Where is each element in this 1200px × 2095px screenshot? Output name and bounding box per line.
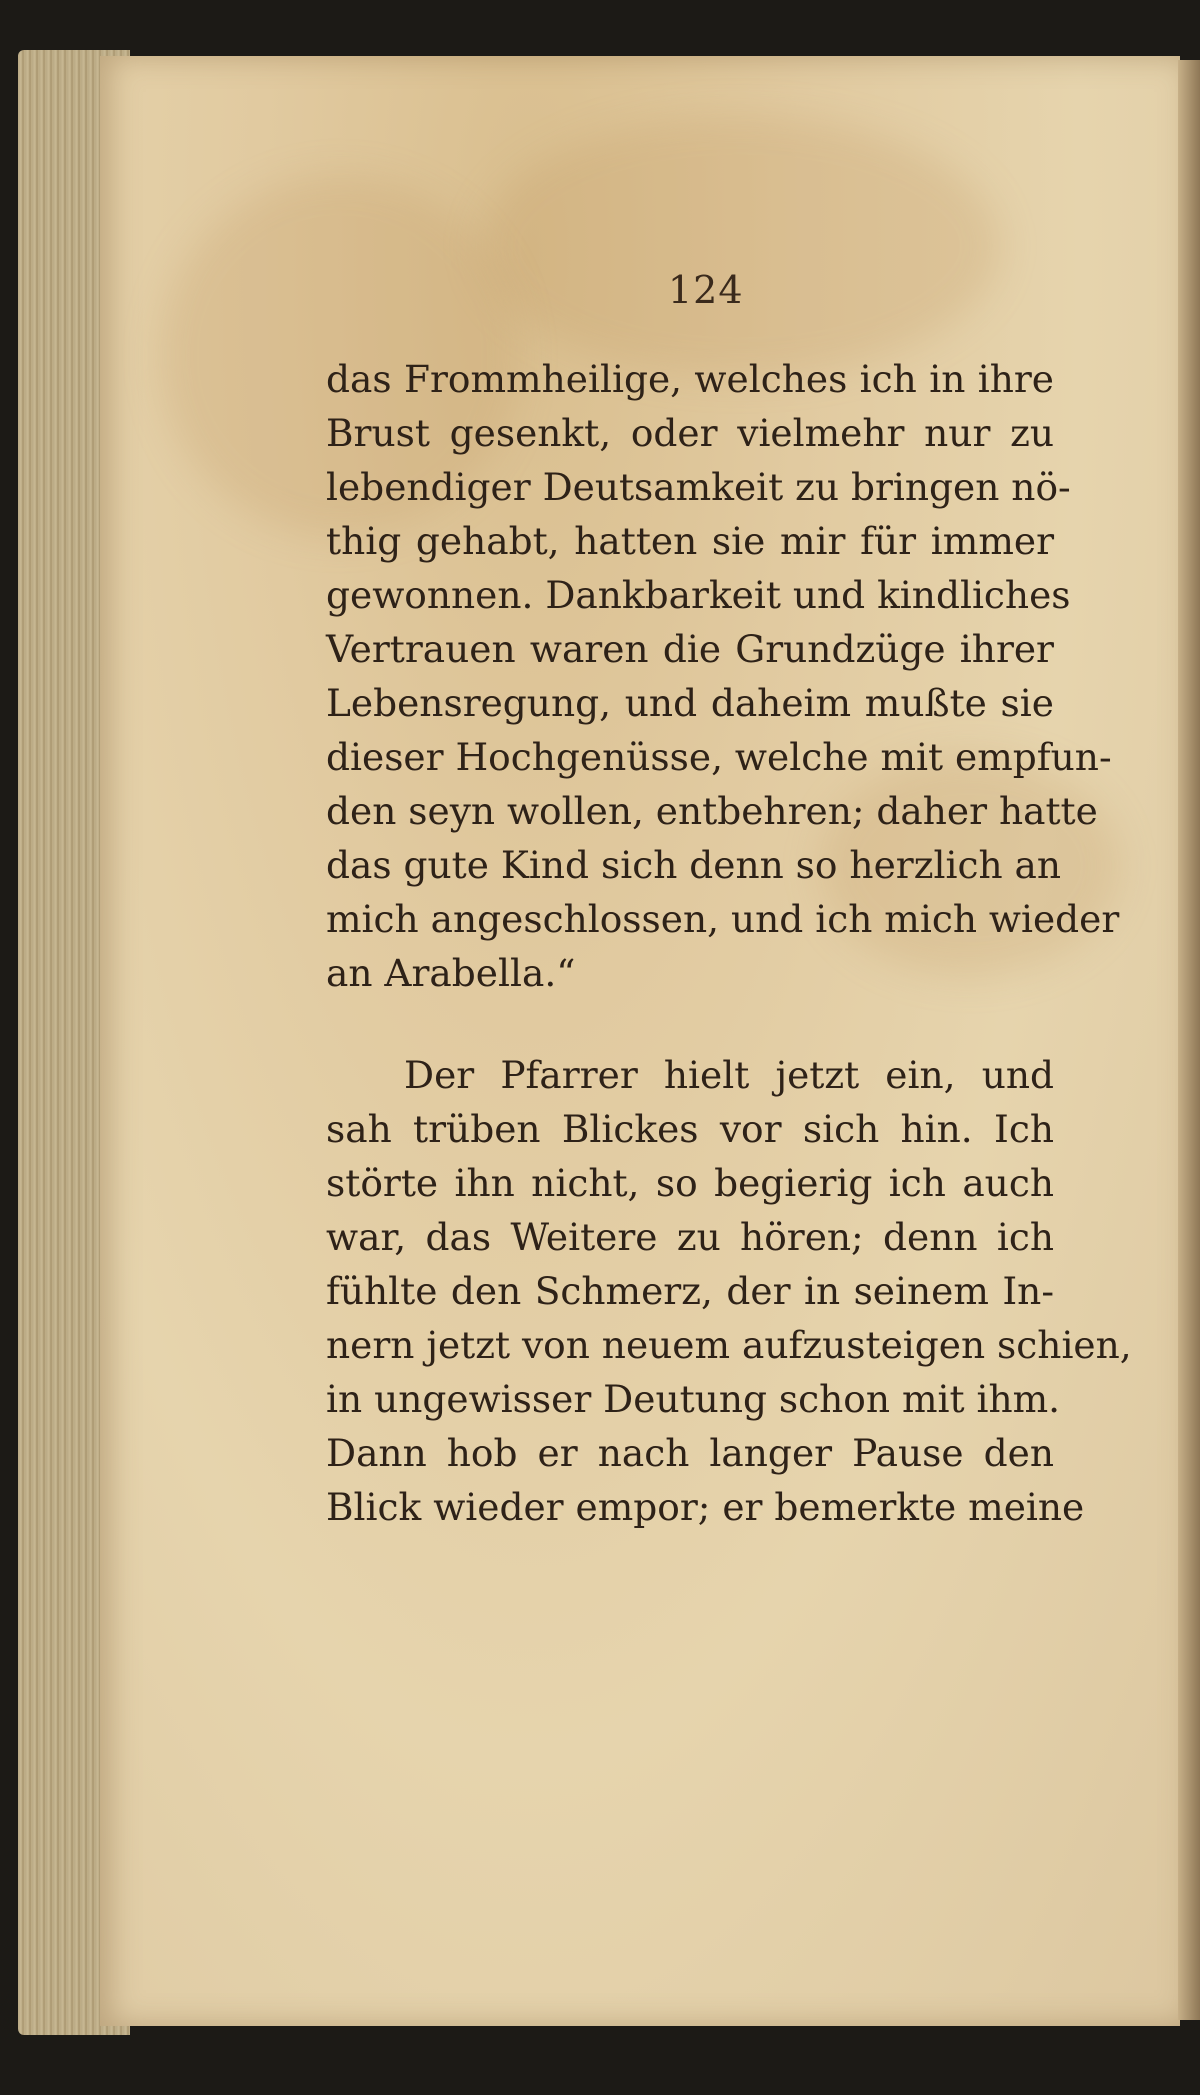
- text-line: mich angeschlossen, und ich mich wieder: [326, 897, 1120, 941]
- text-line: thig gehabt, hatten sie mir für immer: [326, 519, 1054, 563]
- paper-stain: [480, 116, 1000, 376]
- text-line: sah trüben Blickes vor sich hin. Ich: [326, 1107, 1054, 1151]
- text-line: Brust gesenkt, oder vielmehr nur zu: [326, 411, 1054, 455]
- text-line: lebendiger Deutsamkeit zu bringen nö-: [326, 465, 1071, 509]
- text-line: war, das Weitere zu hören; denn ich: [326, 1215, 1054, 1259]
- text-line: nern jetzt von neuem aufzusteigen schien,: [326, 1323, 1132, 1367]
- text-line: gewonnen. Dankbarkeit und kindliches: [326, 573, 1071, 617]
- text-line: Lebensregung, und daheim mußte sie: [326, 681, 1054, 725]
- page-number: 124: [668, 268, 744, 312]
- text-line: Der Pfarrer hielt jetzt ein, und: [404, 1053, 1054, 1097]
- text-line: Dann hob er nach langer Pause den: [326, 1431, 1054, 1475]
- paragraph-gap: [326, 1000, 1054, 1048]
- text-line: das Frommheilige, welches ich in ihre: [326, 357, 1054, 401]
- text-line: an Arabella.“: [326, 951, 576, 995]
- facing-page-edge: [1178, 60, 1200, 2020]
- text-line: fühlte den Schmerz, der in seinem In-: [326, 1269, 1054, 1313]
- text-line: Vertrauen waren die Grundzüge ihrer: [326, 627, 1054, 671]
- paragraph: [326, 1048, 1132, 1534]
- text-line: dieser Hochgenüsse, welche mit empfun-: [326, 735, 1112, 779]
- text-line: störte ihn nicht, so begierig ich auch: [326, 1161, 1054, 1205]
- text-line: Blick wieder empor; er bemerkte meine: [326, 1485, 1085, 1529]
- paragraph: [326, 352, 1120, 1000]
- body-text: [326, 352, 1132, 1534]
- text-line: das gute Kind sich denn so herzlich an: [326, 843, 1062, 887]
- text-line: den seyn wollen, entbehren; daher hatte: [326, 789, 1098, 833]
- text-line: in ungewisser Deutung schon mit ihm.: [326, 1377, 1061, 1421]
